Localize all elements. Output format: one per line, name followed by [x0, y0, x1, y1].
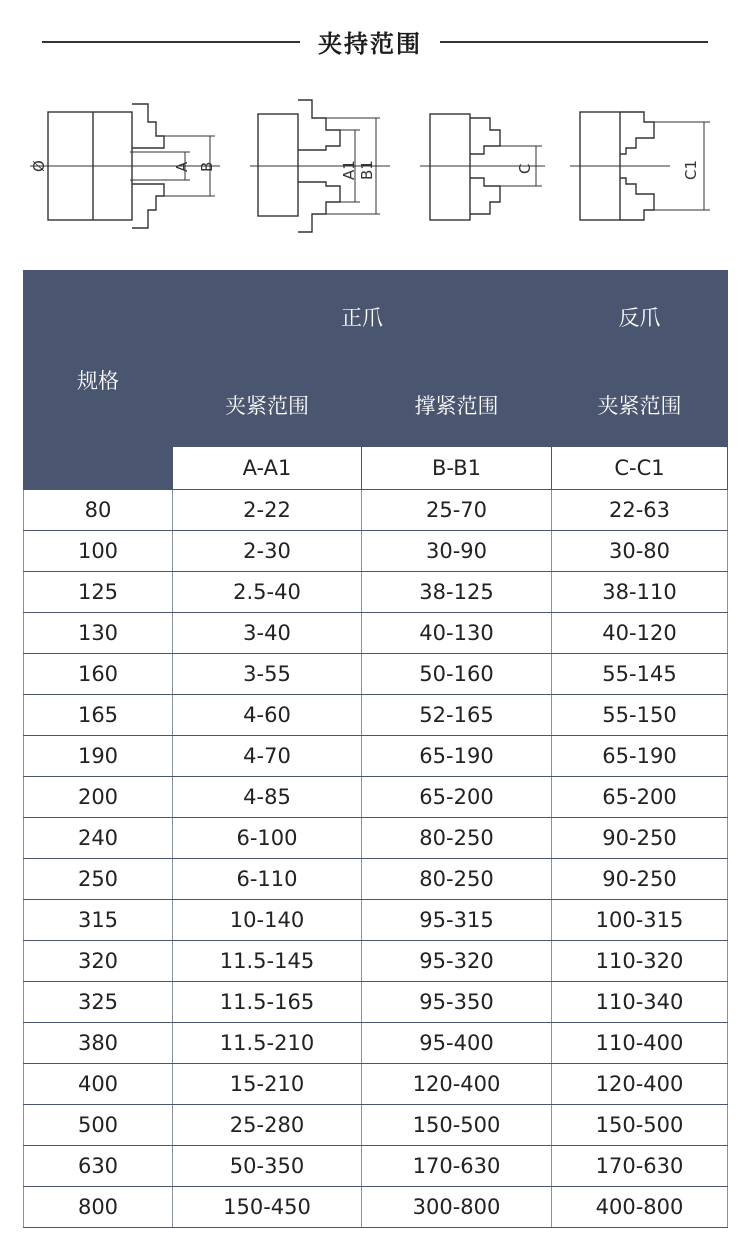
expand-range-cell: 170-630: [362, 1146, 552, 1187]
clamp-range-cell: 150-450: [173, 1187, 362, 1228]
spec-cell: 80: [24, 490, 173, 531]
clamp-range-cell: 4-60: [173, 695, 362, 736]
table-row: [24, 1023, 728, 1064]
expand-range-cell: 95-315: [362, 900, 552, 941]
table-row: [24, 490, 728, 531]
clamp-range-cell: 15-210: [173, 1064, 362, 1105]
table-body: [24, 490, 728, 1228]
reverse-clamp-cell: 65-190: [552, 736, 728, 777]
spec-cell: 190: [24, 736, 173, 777]
spec-cell: 160: [24, 654, 173, 695]
dim-label-b1: B1: [358, 160, 376, 180]
code-b-b1: B-B1: [362, 447, 552, 490]
clamp-range-header-1: 夹紧范围: [173, 363, 362, 447]
reverse-clamp-cell: 38-110: [552, 572, 728, 613]
reverse-clamp-cell: 110-340: [552, 982, 728, 1023]
expand-range-cell: 25-70: [362, 490, 552, 531]
table-row: [24, 900, 728, 941]
diameter-label: Ø: [30, 160, 48, 172]
dim-label-c1: C1: [682, 159, 700, 180]
reverse-clamp-cell: 22-63: [552, 490, 728, 531]
spec-cell: 130: [24, 613, 173, 654]
clamp-range-cell: 25-280: [173, 1105, 362, 1146]
expand-range-cell: 65-190: [362, 736, 552, 777]
spec-cell: 800: [24, 1187, 173, 1228]
table-row: [24, 941, 728, 982]
table-row: [24, 1187, 728, 1228]
table-row: [24, 1105, 728, 1146]
expand-range-cell: 95-400: [362, 1023, 552, 1064]
spec-cell: 325: [24, 982, 173, 1023]
spec-cell: 320: [24, 941, 173, 982]
code-a-a1: A-A1: [173, 447, 362, 490]
table-row: [24, 613, 728, 654]
expand-range-cell: 300-800: [362, 1187, 552, 1228]
clamping-range-table: [23, 270, 728, 1228]
expand-range-header: 撑紧范围: [362, 363, 552, 447]
expand-range-cell: 40-130: [362, 613, 552, 654]
clamp-range-cell: 11.5-210: [173, 1023, 362, 1064]
expand-range-cell: 52-165: [362, 695, 552, 736]
table-row: [24, 531, 728, 572]
expand-range-cell: 150-500: [362, 1105, 552, 1146]
reverse-clamp-cell: 65-200: [552, 777, 728, 818]
table-row: [24, 654, 728, 695]
reverse-clamp-cell: 110-400: [552, 1023, 728, 1064]
clamp-range-cell: 2-30: [173, 531, 362, 572]
reverse-clamp-cell: 400-800: [552, 1187, 728, 1228]
reverse-clamp-cell: 110-320: [552, 941, 728, 982]
table-row: [24, 1064, 728, 1105]
clamp-range-cell: 6-100: [173, 818, 362, 859]
spec-cell: 165: [24, 695, 173, 736]
spec-cell: 315: [24, 900, 173, 941]
diagram-external-clamp: [30, 90, 230, 240]
clamp-range-header-2: 夹紧范围: [552, 363, 728, 447]
page-title: 夹持范围: [318, 30, 422, 58]
dim-label-b: B: [198, 161, 216, 172]
reverse-clamp-cell: 90-250: [552, 859, 728, 900]
expand-range-cell: 120-400: [362, 1064, 552, 1105]
spec-cell: 380: [24, 1023, 173, 1064]
clamp-range-cell: 11.5-165: [173, 982, 362, 1023]
dim-label-a: A: [173, 161, 191, 172]
expand-range-cell: 95-350: [362, 982, 552, 1023]
diagram-reverse-external: [570, 90, 720, 240]
clamp-range-cell: 6-110: [173, 859, 362, 900]
spec-cell: 100: [24, 531, 173, 572]
table-row: [24, 859, 728, 900]
clamp-range-cell: 4-70: [173, 736, 362, 777]
reverse-clamp-cell: 120-400: [552, 1064, 728, 1105]
diagram-reverse-clamp: [420, 90, 550, 240]
spec-header: 规格: [24, 271, 173, 490]
clamp-range-cell: 3-40: [173, 613, 362, 654]
table-row: [24, 1146, 728, 1187]
table-row: [24, 982, 728, 1023]
clamp-range-cell: 2.5-40: [173, 572, 362, 613]
spec-cell: 240: [24, 818, 173, 859]
reverse-jaw-header: 反爪: [552, 271, 728, 363]
reverse-clamp-cell: 55-150: [552, 695, 728, 736]
table-row: [24, 572, 728, 613]
expand-range-cell: 80-250: [362, 818, 552, 859]
expand-range-cell: 95-320: [362, 941, 552, 982]
jaw-diagrams: [0, 90, 750, 240]
spec-cell: 125: [24, 572, 173, 613]
reverse-clamp-cell: 150-500: [552, 1105, 728, 1146]
table-row: [24, 695, 728, 736]
reverse-clamp-cell: 55-145: [552, 654, 728, 695]
dim-label-a1: A1: [340, 160, 358, 180]
front-jaw-header: 正爪: [173, 271, 552, 363]
expand-range-cell: 30-90: [362, 531, 552, 572]
clamp-range-cell: 3-55: [173, 654, 362, 695]
header-rule-left: [42, 41, 300, 43]
spec-cell: 630: [24, 1146, 173, 1187]
diagram-internal-clamp: [250, 90, 390, 240]
expand-range-cell: 65-200: [362, 777, 552, 818]
spec-cell: 400: [24, 1064, 173, 1105]
spec-cell: 200: [24, 777, 173, 818]
code-c-c1: C-C1: [552, 447, 728, 490]
clamp-range-cell: 11.5-145: [173, 941, 362, 982]
dim-label-c: C: [516, 163, 534, 174]
section-header: [0, 0, 750, 85]
reverse-clamp-cell: 40-120: [552, 613, 728, 654]
expand-range-cell: 80-250: [362, 859, 552, 900]
expand-range-cell: 50-160: [362, 654, 552, 695]
reverse-clamp-cell: 100-315: [552, 900, 728, 941]
reverse-clamp-cell: 90-250: [552, 818, 728, 859]
spec-cell: 250: [24, 859, 173, 900]
clamp-range-cell: 2-22: [173, 490, 362, 531]
reverse-clamp-cell: 170-630: [552, 1146, 728, 1187]
reverse-clamp-cell: 30-80: [552, 531, 728, 572]
clamp-range-cell: 10-140: [173, 900, 362, 941]
expand-range-cell: 38-125: [362, 572, 552, 613]
table-row: [24, 818, 728, 859]
header-rule-right: [440, 41, 708, 43]
table-row: [24, 777, 728, 818]
spec-cell: 500: [24, 1105, 173, 1146]
clamp-range-cell: 50-350: [173, 1146, 362, 1187]
table-row: [24, 736, 728, 777]
clamp-range-cell: 4-85: [173, 777, 362, 818]
